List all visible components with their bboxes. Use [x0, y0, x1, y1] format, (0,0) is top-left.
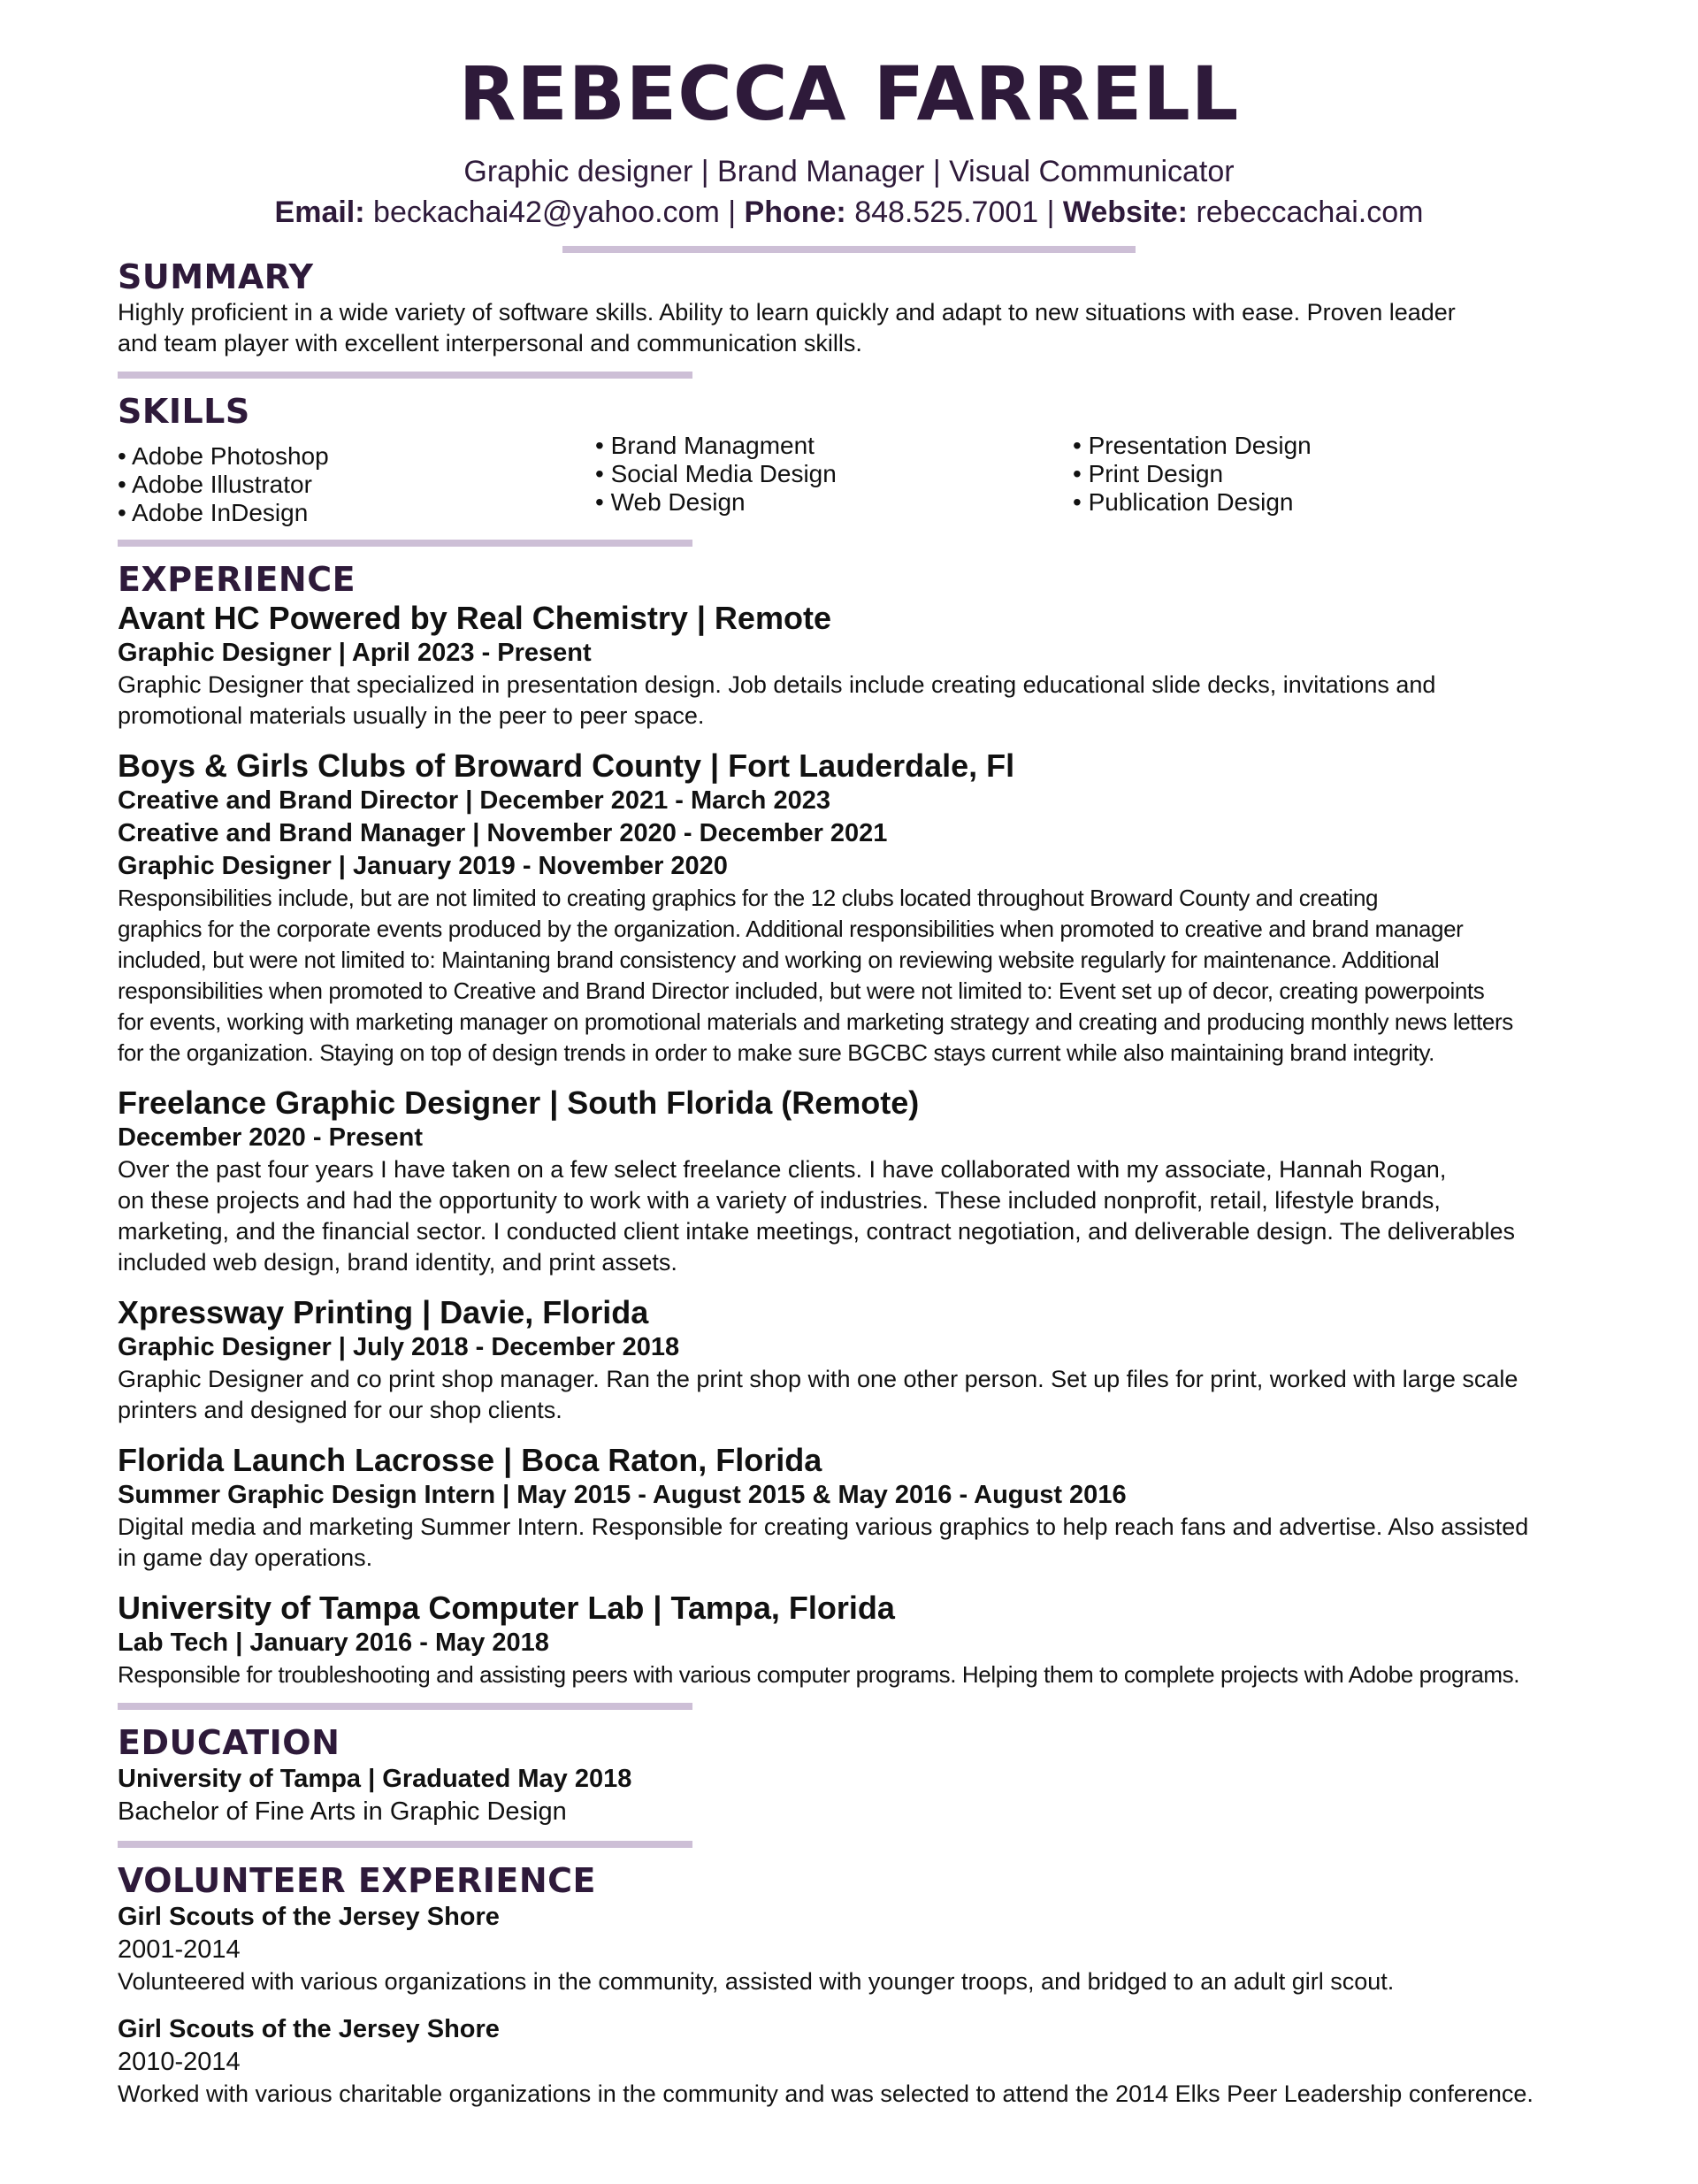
skill-item: • Publication Design — [1073, 488, 1294, 516]
skill-item: • Web Design — [595, 488, 746, 516]
volunteer-entry — [118, 2013, 1639, 2110]
degree: Bachelor of Fine Arts in Graphic Design — [118, 1797, 567, 1826]
job-role: December 2020 - Present — [118, 1123, 423, 1152]
experience-section — [118, 559, 1639, 1690]
resume-body — [118, 257, 1639, 2126]
job-description-line: Graphic Designer and co print shop manager. Ran the print shop with one other person. Set up files for print, worked with large scale — [118, 1366, 1518, 1392]
section-divider — [118, 372, 692, 379]
phone-value[interactable]: 848.525.7001 — [854, 195, 1039, 229]
job-role: Creative and Brand Director | December 2021 - March 2023 — [118, 786, 830, 815]
job-role: Creative and Brand Manager | November 2020 - December 2021 — [118, 819, 888, 847]
section-divider — [118, 540, 692, 547]
job-role: Graphic Designer | July 2018 - December 2018 — [118, 1333, 680, 1361]
job-description-line: printers and designed for our shop clients. — [118, 1397, 562, 1423]
volunteer-org: Girl Scouts of the Jersey Shore — [118, 1903, 500, 1931]
job-description-line: for events, working with marketing manager on promotional materials and marketing strategy and creating and producing monthly news letters — [118, 1008, 1513, 1035]
section-title: SUMMARY — [118, 257, 314, 296]
email-value[interactable]: beckachai42@yahoo.com — [373, 195, 720, 229]
skill-item: • Adobe Illustrator — [118, 471, 312, 498]
job-description-line: Over the past four years I have taken on a few select freelance clients. I have collaborated with my associate, Hannah Rogan, — [118, 1156, 1447, 1183]
skills-section — [118, 391, 1639, 527]
job-description-line: Responsibilities include, but are not limited to creating graphics for the 12 clubs located throughout Broward County and creating — [118, 885, 1379, 911]
skill-item: • Brand Managment — [595, 432, 815, 459]
section-title: VOLUNTEER EXPERIENCE — [118, 1861, 596, 1900]
phone-label: Phone: — [744, 195, 846, 229]
job-entry — [118, 1590, 1639, 1690]
job-description-line: Digital media and marketing Summer Intern. Responsible for creating various graphics to help reach fans and advertise. Also assisted — [118, 1513, 1529, 1540]
section-title: EXPERIENCE — [118, 560, 356, 599]
section-divider — [118, 1841, 692, 1848]
job-title: Xpressway Printing | Davie, Florida — [118, 1294, 649, 1330]
job-entry — [118, 1294, 1639, 1426]
job-description-line: for the organization. Staying on top of design trends in order to make sure BGCBC stays current while also maintaining brand integrity. — [118, 1039, 1434, 1066]
tagline: Graphic designer | Brand Manager | Visual Communicator — [463, 155, 1235, 188]
job-description-line: responsibilities when promoted to Creative and Brand Director included, but were not limited to: Event set up of decor, creating powerpoints — [118, 977, 1485, 1004]
job-title: Florida Launch Lacrosse | Boca Raton, Florida — [118, 1442, 822, 1478]
skill-item: • Presentation Design — [1073, 432, 1312, 459]
volunteer-section — [118, 1860, 1639, 2110]
job-description-line: on these projects and had the opportunity to work with a variety of industries. These included nonprofit, retail, lifestyle brands, — [118, 1187, 1441, 1214]
skill-item: • Adobe InDesign — [118, 499, 309, 526]
section-title: EDUCATION — [118, 1723, 340, 1762]
separator: | — [719, 195, 745, 229]
job-title: Boys & Girls Clubs of Broward County | Fort Lauderdale, Fl — [118, 747, 1015, 784]
job-description-line: included, but were not limited to: Maintaning brand consistency and working on reviewing website regularly for maintenance. Additional — [118, 946, 1440, 973]
summary-line: and team player with excellent interpersonal and communication skills. — [118, 330, 862, 356]
job-entry — [118, 747, 1639, 1069]
volunteer-years: 2001-2014 — [118, 1935, 241, 1964]
job-description-line: in game day operations. — [118, 1544, 373, 1571]
job-role: Graphic Designer | April 2023 - Present — [118, 639, 592, 667]
job-title: Freelance Graphic Designer | South Florida (Remote) — [118, 1084, 920, 1121]
volunteer-org: Girl Scouts of the Jersey Shore — [118, 2015, 500, 2043]
website-value[interactable]: rebeccachai.com — [1196, 195, 1424, 229]
job-description-line: graphics for the corporate events produced by the organization. Additional responsibilities when promoted to creative and brand manager — [118, 916, 1464, 942]
job-description-line: marketing, and the financial sector. I conducted client intake meetings, contract negotiation, and deliverable design. The deliverables — [118, 1218, 1515, 1245]
job-description-line: Responsible for troubleshooting and assisting peers with various computer programs. Helping them to complete projects with Adobe programs. — [118, 1661, 1520, 1688]
job-entry — [118, 1442, 1639, 1574]
candidate-name: REBECCA FARRELL — [458, 50, 1240, 137]
job-title: Avant HC Powered by Real Chemistry | Remote — [118, 600, 831, 636]
section-title: SKILLS — [118, 392, 250, 431]
job-description-line: promotional materials usually in the peer to peer space. — [118, 702, 705, 729]
skills-list — [118, 432, 1639, 527]
skill-item: • Social Media Design — [595, 460, 837, 487]
volunteer-description: Worked with various charitable organizations in the community and was selected to attend the 2014 Elks Peer Leadership conference. — [118, 2081, 1534, 2107]
separator: | — [1038, 195, 1063, 229]
skills-column — [1073, 432, 1550, 527]
skills-column — [118, 432, 595, 527]
contact-line — [0, 193, 1698, 232]
job-description-line: Graphic Designer that specialized in presentation design. Job details include creating educational slide decks, invitations and — [118, 671, 1436, 698]
website-label: Website: — [1062, 195, 1188, 229]
skill-item: • Print Design — [1073, 460, 1224, 487]
skill-item: • Adobe Photoshop — [118, 442, 329, 470]
school-name: University of Tampa | Graduated May 2018 — [118, 1765, 632, 1793]
job-role: Summer Graphic Design Intern | May 2015 - August 2015 & May 2016 - August 2016 — [118, 1481, 1127, 1509]
email-label: Email: — [274, 195, 365, 229]
skills-column — [595, 432, 1073, 527]
section-divider — [118, 1703, 692, 1710]
volunteer-entry — [118, 1901, 1639, 1997]
job-entry — [118, 1084, 1639, 1278]
education-section — [118, 1722, 1639, 1828]
job-description-line: included web design, brand identity, and print assets. — [118, 1249, 677, 1276]
job-role: Lab Tech | January 2016 - May 2018 — [118, 1628, 549, 1657]
summary-section — [118, 257, 1639, 359]
volunteer-description: Volunteered with various organizations in the community, assisted with younger troops, and bridged to an adult girl scout. — [118, 1968, 1395, 1995]
header-divider — [562, 246, 1136, 253]
summary-line: Highly proficient in a wide variety of software skills. Ability to learn quickly and adapt to new situations with ease. Proven leader — [118, 299, 1456, 326]
resume-header — [0, 51, 1698, 232]
volunteer-years: 2010-2014 — [118, 2048, 241, 2076]
job-role: Graphic Designer | January 2019 - November 2020 — [118, 852, 728, 880]
job-entry — [118, 600, 1639, 732]
job-title: University of Tampa Computer Lab | Tampa, Florida — [118, 1590, 895, 1626]
